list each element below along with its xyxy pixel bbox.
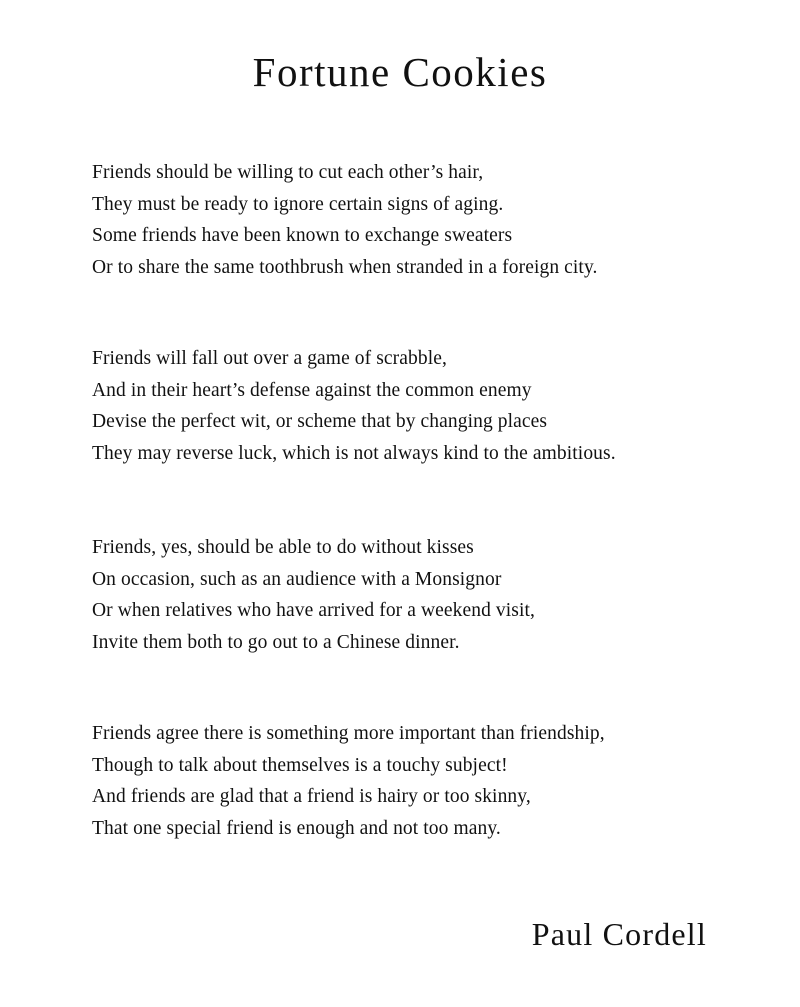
poem-line: On occasion, such as an audience with a Monsignor	[92, 568, 502, 590]
stanza-3	[92, 532, 782, 658]
author-name: Paul Cordell	[531, 916, 707, 952]
stanza-1	[92, 157, 782, 283]
poem-line: Friends, yes, should be able to do without kisses	[92, 537, 474, 558]
poem-line: They must be ready to ignore certain signs of aging.	[92, 193, 504, 215]
poem-line: Though to talk about themselves is a touchy subject!	[92, 754, 508, 776]
poem-line: Friends agree there is something more important than friendship,	[92, 723, 605, 744]
poem-line: Devise the perfect wit, or scheme that by changing places	[92, 411, 548, 432]
poem-line: Invite them both to go out to a Chinese dinner.	[92, 631, 460, 653]
poem-line: And in their heart’s defense against the common enemy	[92, 379, 532, 401]
stanza-4	[92, 718, 782, 844]
poem-line: Or when relatives who have arrived for a weekend visit,	[92, 600, 536, 621]
poem-title: Fortune Cookies	[252, 49, 548, 95]
poem-line: Some friends have been known to exchange sweaters	[92, 225, 513, 246]
poem-line: They may reverse luck, which is not always kind to the ambitious.	[92, 442, 616, 464]
poem-line: Or to share the same toothbrush when stranded in a foreign city.	[92, 256, 598, 278]
poem-line: Friends will fall out over a game of scrabble,	[92, 348, 447, 369]
stanza-2	[92, 343, 782, 469]
poem-line: That one special friend is enough and not too many.	[92, 817, 501, 839]
poem-line: And friends are glad that a friend is hairy or too skinny,	[92, 786, 531, 807]
poem-line: Friends should be willing to cut each other’s hair,	[92, 162, 484, 183]
